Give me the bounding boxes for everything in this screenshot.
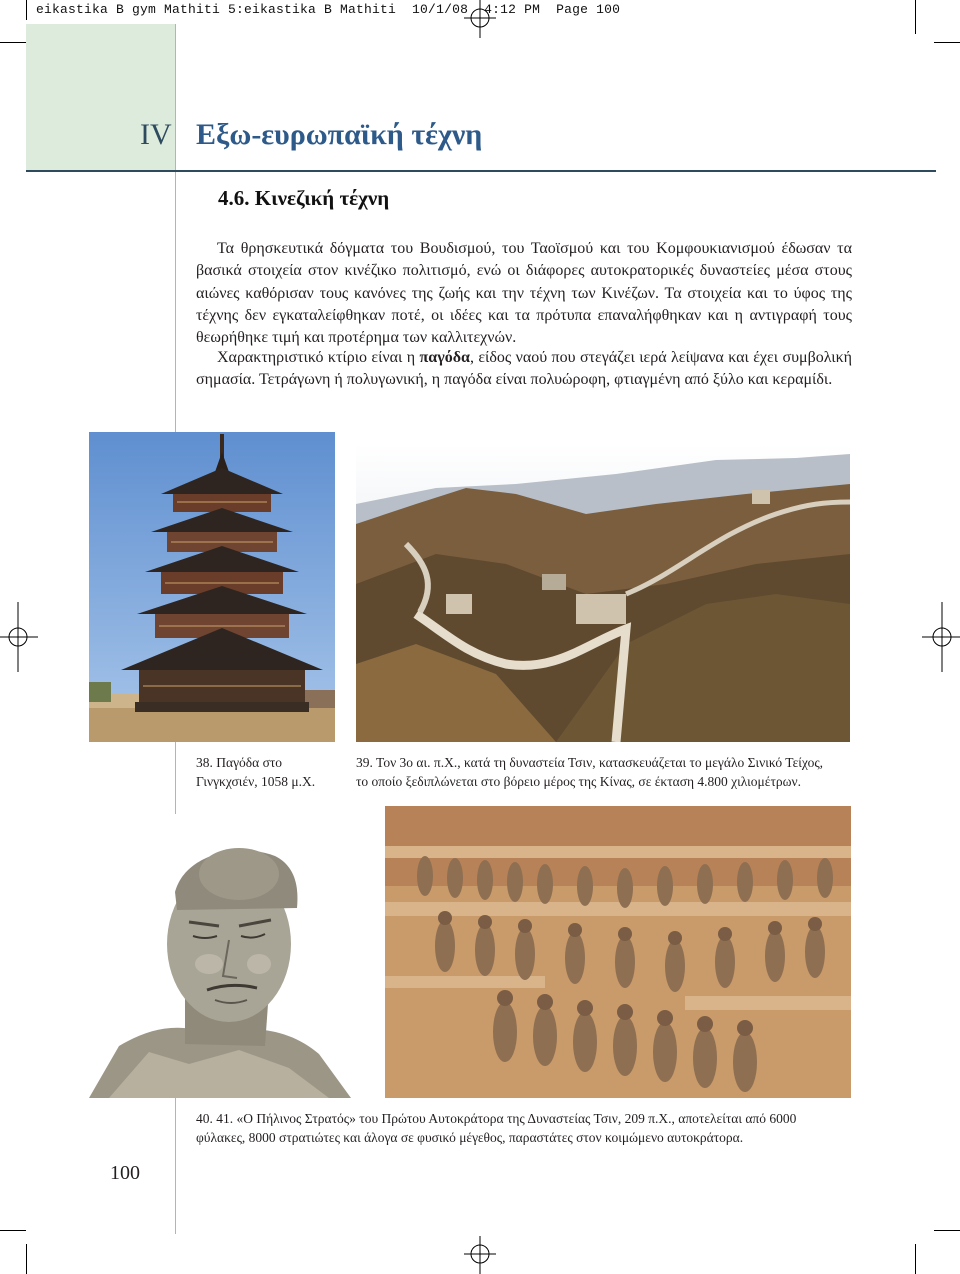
crop-mark — [934, 42, 960, 43]
caption-fig38-line2: Γινγκχσιέν, 1058 μ.Χ. — [196, 773, 316, 789]
paragraph-2-end: , είδος ναού που στεγάζει ιερά λείψανα και έχει συμβολική σημασία. Τετράγωνη ή πολυγωνική, η παγόδα είναι πολυώροφη, φτιαγμένη από ξύλο και κεραμίδι. — [196, 349, 853, 389]
term-pagoda: παγόδα — [419, 349, 470, 366]
crop-mark — [915, 0, 916, 34]
registration-mark-top — [460, 0, 500, 40]
crop-mark — [0, 42, 26, 43]
chapter-title: Εξω-ευρωπαϊκή τέχνη — [196, 118, 483, 151]
section-title: 4.6. Κινεζική τέχνη — [218, 186, 390, 210]
caption-fig40-41 — [196, 1110, 876, 1147]
registration-mark-bottom — [460, 1236, 500, 1274]
great-wall-photo — [356, 444, 850, 742]
crop-mark — [915, 1244, 916, 1274]
caption-fig39-line2: το οποίο ξεδιπλώνεται στο βόρειο μέρος της Κίνας, σε έκταση 4.800 χιλιομέτρων. — [356, 773, 801, 789]
print-slug: eikastika B gym Mathiti 5:eikastika B Mathiti 10/1/08 4:12 PM Page 100 — [36, 2, 621, 17]
header-rule — [26, 170, 936, 172]
crop-mark — [26, 1244, 27, 1274]
terracotta-warrior-head-photo — [89, 814, 351, 1098]
caption-fig40-41-line2: φύλακες, 8000 στρατιώτες και άλογα σε φυσικό μέγεθος, παραστάτες στον κοιμώμενο αυτοκράτορα. — [196, 1129, 744, 1145]
caption-fig40-41-line1: 40. 41. «Ο Πήλινος Στρατός» του Πρώτου Αυτοκράτορα της Δυναστείας Τσιν, 209 π.Χ., αποτελείται από 6000 — [196, 1111, 797, 1126]
crop-mark — [0, 1230, 26, 1231]
caption-fig39 — [356, 754, 856, 791]
chapter-number: IV — [140, 118, 172, 151]
paragraph-1: Τα θρησκευτικά δόγματα του Βουδισμού, του Ταοϊσμού και του Κομφουκιανισμού έδωσαν τα βασικά στοιχεία στον κινέζικο πολιτισμό, ενώ οι διάφορες αυτοκρατορικές δυναστείες μέσα στους αιώνες καθόρισαν τους κανόνες της ζωής και την τέχνη των Κινέζων. Τα στοιχεία και το ύφος της τέχνης δεν εγκαταλείφθηκαν ποτέ, οι ιδέες και τα πρότυπα επαναλήφθηκαν και η αντιγραφή τους θεωρήθηκε τιμή και προτέρημα των καλλιτεχνών. — [196, 240, 852, 347]
crop-mark — [26, 0, 27, 20]
crop-mark — [934, 1230, 960, 1231]
caption-fig39-line1: 39. Τον 3ο αι. π.Χ., κατά τη δυναστεία Τσιν, κατασκευάζεται το μεγάλο Σινικό Τείχος, — [356, 755, 824, 770]
page-number: 100 — [110, 1162, 140, 1184]
caption-fig38 — [196, 754, 315, 791]
registration-mark-right — [922, 602, 960, 672]
paragraph-2 — [196, 347, 852, 392]
registration-mark-left — [0, 602, 38, 672]
paragraph-2-start: Χαρακτηριστικό κτίριο είναι η — [217, 349, 420, 366]
terracotta-army-photo — [385, 806, 851, 1098]
caption-fig38-line1: 38. Παγόδα στο — [196, 755, 283, 770]
pagoda-photo — [89, 432, 335, 742]
